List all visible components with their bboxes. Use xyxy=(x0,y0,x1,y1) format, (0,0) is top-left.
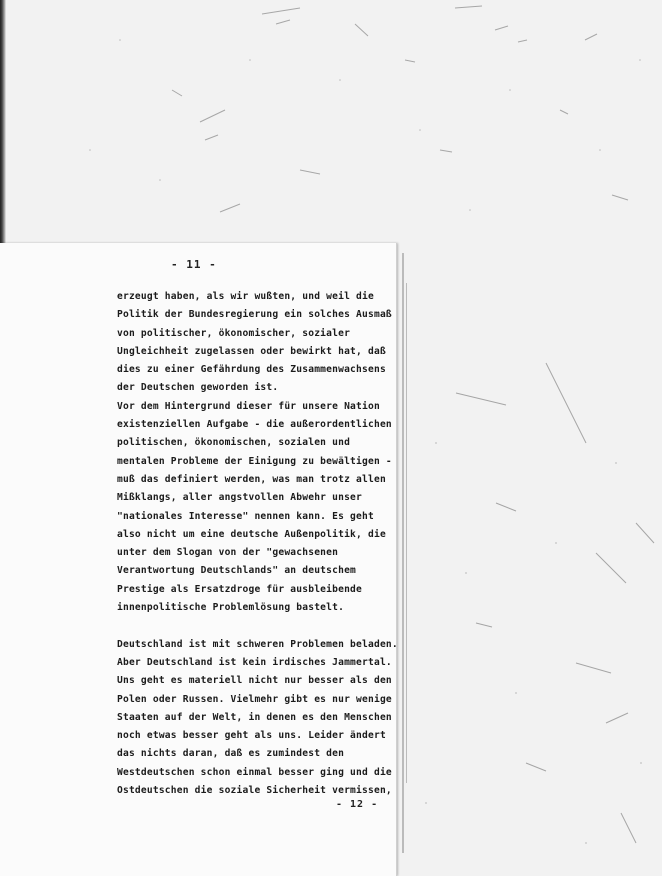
text-line: Politik der Bundesregierung ein solches Ausmaß xyxy=(117,309,392,321)
text-line: innenpolitische Problemlösung bastelt. xyxy=(117,602,345,614)
text-line: also nicht um eine deutsche Außenpolitik, die xyxy=(117,528,386,540)
text-line: Uns geht es materiell nicht nur besser als den xyxy=(117,675,392,687)
text-line: Verantwortung Deutschlands" an deutschem xyxy=(117,565,357,577)
paragraph xyxy=(117,398,395,618)
body-text xyxy=(117,288,398,800)
text-line: erzeugt haben, als wir wußten, und weil die xyxy=(117,291,374,302)
text-line: Polen oder Russen. Vielmehr gibt es nur wenige xyxy=(117,693,392,705)
right-edge-speckle xyxy=(396,243,662,876)
text-line: "nationales Interesse" nennen kann. Es geht xyxy=(117,510,374,522)
text-line: dies zu einer Gefährdung des Zusammenwachsens xyxy=(117,364,386,376)
text-line: Aber Deutschland ist kein irdisches Jammertal. xyxy=(117,656,392,668)
text-line: Deutschland ist mit schweren Problemen beladen. xyxy=(117,638,398,650)
text-line: Staaten auf der Welt, in denen es den Menschen xyxy=(117,711,392,723)
paragraph xyxy=(117,288,395,398)
text-line: muß das definiert werden, was man trotz allen xyxy=(117,473,386,485)
text-line: politischen, ökonomischen, sozialen und xyxy=(117,437,351,449)
text-line: mentalen Probleme der Einigung zu bewältigen - xyxy=(117,455,392,467)
page-number-top: - 11 - xyxy=(171,258,217,271)
text-line: unter dem Slogan von der "gewachsenen xyxy=(117,547,339,559)
text-line: das nichts daran, daß es zumindest den xyxy=(117,748,345,760)
paragraph-gap xyxy=(117,617,395,635)
page-number-bottom: - 12 - xyxy=(336,799,379,810)
scan-left-edge xyxy=(0,0,6,250)
text-line: der Deutschen geworden ist. xyxy=(117,382,279,394)
text-line: Ostdeutschen die soziale Sicherheit vermissen, xyxy=(117,785,392,797)
text-line: Prestige als Ersatzdroge für ausbleibende xyxy=(117,583,363,595)
text-line: Mißklangs, aller angstvollen Abwehr unser xyxy=(117,492,363,504)
text-line: von politischer, ökonomischer, sozialer xyxy=(117,327,351,339)
text-line: Vor dem Hintergrund dieser für unsere Nation xyxy=(117,400,380,412)
paragraph xyxy=(117,636,398,801)
text-line: Westdeutschen schon einmal besser ging und die xyxy=(117,766,392,778)
text-line: noch etwas besser geht als uns. Leider ändert xyxy=(117,730,386,742)
text-line: existenziellen Aufgabe - die außerordentlichen xyxy=(117,419,392,431)
text-line: Ungleichheit zugelassen oder bewirkt hat, daß xyxy=(117,345,386,357)
